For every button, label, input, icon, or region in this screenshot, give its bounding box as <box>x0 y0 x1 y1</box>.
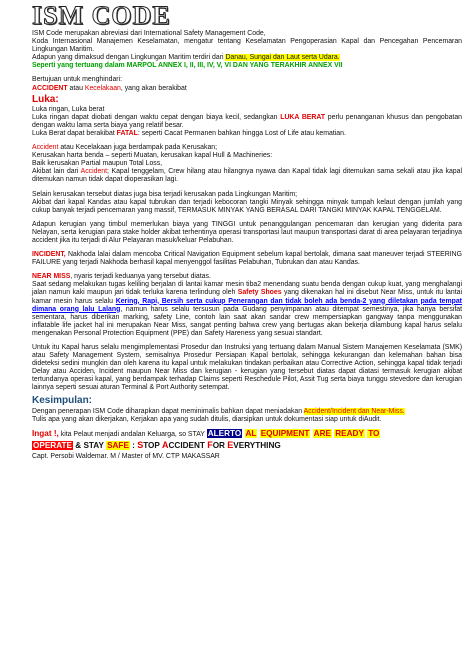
accident-conj: atau <box>67 84 85 92</box>
luka-line-2-pre: Luka ringan dapat diobati dengan waktu cepat dengan biaya kecil, sedangkan <box>32 113 281 121</box>
to-box: TO <box>368 428 380 438</box>
are-box: ARE <box>313 428 331 438</box>
every-rest: VERYTHING <box>233 440 281 450</box>
safe-box: SAFE <box>107 440 129 450</box>
kesimpulan-highlight: Accident/Incident dan Near-Miss. <box>303 407 405 415</box>
accident-word-2: Accident <box>80 168 108 176</box>
pencemaran-line-1: Selain kerusakan tersebut diatas juga bisa terjadi kerusakan pada Lingkungan Maritim; <box>32 190 298 198</box>
intro-line-2: Koda Internasional Manajemen Keselamatan, mengatur tentang Keselamatan Pengoperasian Kapal dan Pencegahan Pencemaran Lingkungan Maritim. <box>32 38 462 54</box>
sms-paragraph: Untuk itu Kapal harus selalu mengimplementasi Prosedur dan Instruksi yang tertuang dalam Manual Sistem Manajemen Keselamata (SMK) atau Safety Management System, semisalnya Prosedur Persiapan Kapal bertolak, sehingga kekurangan dan kelemahan bahan bisa dideteksi sedini mungkin dan oleh karena itu kapal untuk melakukan tindakan perbaikan atau Corrective Action, sehingga kapal tidak terjadi Delay atau Acciden, Incident maupun Near Miss dan kerugian - kerugian yang tersebut diatas dapat diatasi termasuk kerugian akibat tertundanya operasi kapal, yang berdampak terhadap Claims seperti Reschedule Pilot, Assit Tug serta biaya tunggu stevedore dan kerugian lainnya seperti sesuai aturan Terminal & Port Authority setempat. <box>32 344 462 392</box>
banner-mid-text: kita Pelaut menjadi andalan Keluarga, so STAY <box>58 430 207 438</box>
kerusakan-line-1 <box>32 144 462 152</box>
nearmiss-post: , namun harus selalu tersusun pada Gudang penyimpanan atau ditempat semestinya, jika hanya bersifat sementara, harus diberikan marking, safety Line, contoh lain saat akan sandar crew mempersiapkan gangway tanpa menggunakan inflatable life jacket hal ini merupakan Near Miss, sangat penting bahwa crew yang bertugas akan bekerja dilambung kapal harus selalu mengenakan Personal Protection Equipment (PPE) dan Safety Hareness yang sesuai standart. <box>32 305 462 337</box>
accident-label: ACCIDENT <box>32 84 68 92</box>
accident-rest: CCIDENT <box>168 440 208 450</box>
luka-line-3 <box>32 130 462 138</box>
tujuan-line: Bertujuan untuk menghindari: <box>32 76 123 84</box>
kesimpulan-heading: Kesimpulan: <box>32 394 93 406</box>
housekeeping-rule: Kering, Rapi, Bersih serta cukup Penerangan dan tidak boleh ada benda-2 yang diletakan pada tempat dimana orang lalu Lalang <box>32 297 462 313</box>
maritime-highlight: Danau, Sungai dan Laut serta Udara. <box>225 54 340 62</box>
incident-label: INCIDENT, <box>32 251 66 259</box>
luka-line-2-post: perlu penanganan khusus dan pengobatan dengan waktu lama serta biaya yang relatif besar. <box>32 113 463 129</box>
safety-shoes-label: Safety Shoes <box>237 289 282 297</box>
for-rest: OR <box>212 440 228 450</box>
accident-line-rest: , yang akan berakibat <box>120 84 187 92</box>
kecelakaan-label: Kecelakaan <box>84 84 121 92</box>
incident-paragraph <box>32 251 462 267</box>
nearmiss-mid: yang dikenakan hal ini disebut Near Miss, untuk itu lantai kamar mesin harus selalu <box>32 289 462 305</box>
safety-banner-line-2 <box>32 440 462 451</box>
luka-line-1: Luka ringan, Luka berat <box>32 105 105 113</box>
pencemaran-line-2: Akibat dari kapal Kandas atau kapal tubrukan dan terjadi kebocoran tangki Minyak sehingga minyak tumpah kelaut dengan jumlah yang cukup banyak terjadi pencemaran yang massif, TERMASUK MINYAK YANG BERASAL DARI TANGKI MINYAK KAPAL TENGGELAM. <box>32 198 462 214</box>
nearmiss-pre: Saat sedang melakukan tugas keliling berjalan di lantai kamar mesin tiba2 menendang suatu benda dengan cukup kuat, yang menghalangi jalan namun kaki maupun jari tidak terluka karena terlindung oleh <box>32 281 462 297</box>
nearmiss-paragraph <box>32 281 462 338</box>
operate-box: OPERATE <box>33 440 72 450</box>
fatal-label: FATAL <box>116 129 138 137</box>
intro-line-3 <box>32 54 462 62</box>
equipment-box: EQUIPMENT <box>260 428 310 438</box>
kerusakan-line-4-pre: Akibat lain dari <box>32 168 81 176</box>
safety-banner-line-1 <box>32 428 462 440</box>
ingat-label: Ingat !, <box>32 428 59 438</box>
kerusakan-line-1-post: atau Kecelakaan juga berdampak pada Kerusakan; <box>58 144 218 152</box>
stop-rest: TOP <box>143 440 163 450</box>
luka-line-3-post: : seperti Cacat Permanen bahkan hingga Lost of Life atau kematian. <box>137 129 346 137</box>
kesimpulan-line-1 <box>32 408 462 416</box>
marpol-line: Seperti yang tertuang dalam MARPOL ANNEX I, II, III, IV, V, VI DAN YANG TERAKHIR ANNEX VII <box>32 62 343 70</box>
incident-text: Nakhoda lalai dalam mencoba Critical Navigation Equipment sebelum kapal bertolak, dimana saat maneuver terjadi STEERING FAILURE yang terjadi Nakhoda berhasil kapal menyenggol fasilitas Pelabuhan, Tubrukan dan atau Kandas. <box>32 251 462 267</box>
stop-initial: S <box>137 439 144 450</box>
luka-heading: Luka: <box>32 93 59 105</box>
every-initial: E <box>227 439 234 450</box>
kerusakan-line-4 <box>32 168 462 184</box>
kerusakan-line-4-post: ; Kapal tenggelam, Crew hilang atau hilangnya nyawa dan Kapal tidak lagi ditemukan sama sekali atau jika kapal ditemukan namun tidak dapat dioperasikan lagi. <box>32 168 462 184</box>
intro-line-3-text: Adapun yang dimaksud dengan Lingkungan Maritim terdiri dari <box>32 54 226 62</box>
alerto-box: ALERTO <box>207 428 242 438</box>
kerusakan-line-3: Baik kerusakan Partial maupun Total Loss, <box>32 160 163 168</box>
nearmiss-label: NEAR MISS <box>32 273 71 281</box>
luka-line-3-pre: Luka Berat dapat berakibat <box>32 129 117 137</box>
for-initial: F <box>207 439 213 450</box>
intro-line-1: ISM Code merupakan abreviasi dari International Safety Management Code, <box>32 30 266 37</box>
colon: : <box>129 440 138 450</box>
luka-line-2 <box>32 114 462 130</box>
ready-box: READY <box>335 428 364 438</box>
kesimpulan-line-2: Tulis apa yang akan dikerjakan, Kerjakan apa yang sudah ditulis, diarsipkan untuk dokumentasi siap untuk diAudit. <box>32 415 382 423</box>
nearmiss-line-post: , nyaris terjadi keduanya yang tersebut diatas. <box>70 273 211 281</box>
luka-berat-label: LUKA BERAT <box>280 113 326 121</box>
stay-safe-pre: & STAY <box>72 440 107 450</box>
kesimpulan-line-1-pre: Dengan penerapan ISM Code diharapkan dapat meminimalis bahkan dapat meniadakan <box>32 407 304 415</box>
kerugian-paragraph: Adapun kerugian yang timbul memerlukan biaya yang TINGGI untuk penanggulangan pencemaran dan kerugian yang diderita para Nelayan, serta kerugian para stake holder akibat terhentinya operasi transportasi laut maupun transportasi darat di area pelayaran terjadinya accident jika itu terjadi di Alur Pelayaran masuk/keluar Pelabuhan. <box>32 220 462 244</box>
al-box: AL <box>245 428 257 438</box>
signature: Capt. Persobi Waldemar. M / Master of MV. CTP MAKASSAR <box>32 452 220 460</box>
accident-initial: A <box>162 439 169 450</box>
accident-line <box>32 85 462 93</box>
nearmiss-line <box>32 273 462 281</box>
accident-word: Accident <box>32 144 59 152</box>
page-title: ISM CODE <box>32 1 171 30</box>
kerusakan-line-2: Kerusakan harta benda – seperti Muatan, kerusakan kapal Hull & Machineries: <box>32 152 273 160</box>
